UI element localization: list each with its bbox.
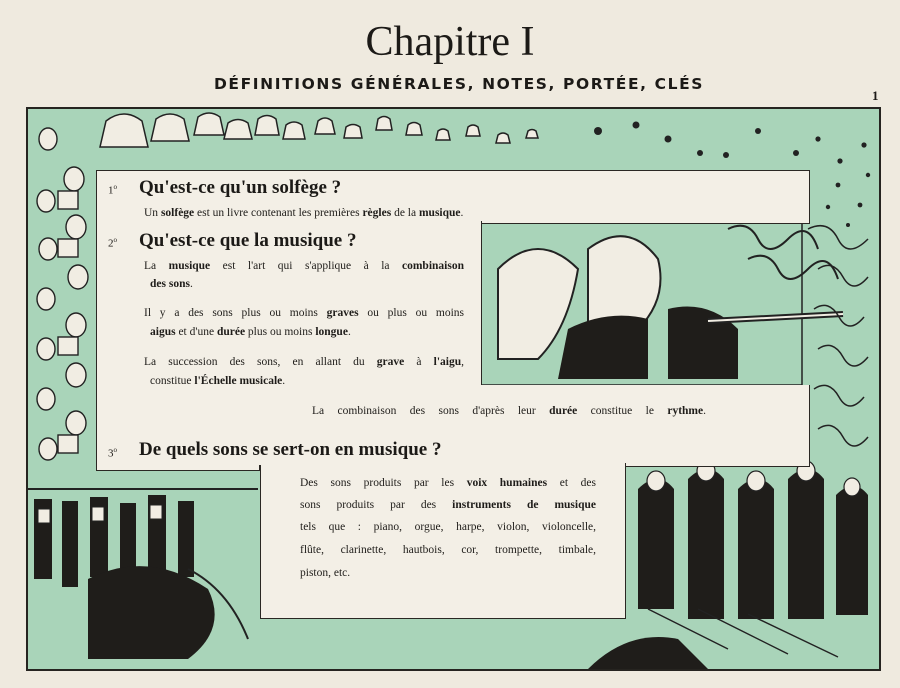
- section-2-question: Qu'est-ce que la musique ?: [139, 230, 357, 251]
- page-number: 1: [872, 88, 879, 103]
- page-title: Chapitre I: [365, 19, 535, 65]
- section-1-question: Qu'est-ce qu'un solfège ?: [139, 177, 342, 198]
- section-1-answer: Un solfège est un livre contenant les premières règles de la musique.: [144, 207, 464, 219]
- section-3-answer-line: flûte, clarinette, hautbois, cor, trompette, timbale,: [300, 544, 596, 556]
- section-2-answer-line: La succession des sons, en allant du grave à l'aigu,: [144, 356, 464, 368]
- chapter-subtitle: DÉFINITIONS GÉNÉRALES, NOTES, PORTÉE, CLÉS: [213, 75, 705, 93]
- section-3-number: 3$^o$: [108, 446, 117, 460]
- section-2-answer-line: Il y a des sons plus ou moins graves ou plus ou moins: [144, 307, 464, 319]
- flute-player-illustration: [480, 221, 843, 385]
- illustrated-frame: [26, 107, 881, 671]
- swirl-illustration: [808, 226, 868, 446]
- section-3-answer-line: sons produits par des instruments de musique: [300, 499, 596, 511]
- conductor-illustration: [28, 469, 260, 669]
- section-2-answer-line: des sons.: [150, 278, 193, 290]
- section-2-answer-line: La combinaison des sons d'après leur durée constitue le rythme.: [312, 405, 706, 417]
- section-3-answer-line: piston, etc.: [300, 567, 351, 579]
- section-2-number: 2$^o$: [108, 236, 117, 250]
- section-3-answer-line: tels que : piano, orgue, harpe, violon, violoncelle,: [300, 521, 596, 533]
- orchestra-illustration: [588, 459, 879, 669]
- section-2-answer-line: aigus et d'une durée plus ou moins longue.: [150, 326, 351, 338]
- bells-illustration: [100, 113, 538, 147]
- section-3-question: De quels sons se sert-on en musique ?: [139, 439, 442, 460]
- section-1-number: 1$^o$: [108, 183, 117, 197]
- section-2-answer-line: constitue l'Échelle musicale.: [150, 375, 286, 387]
- choir-illustration: [37, 128, 88, 460]
- section-3-answer-line: Des sons produits par les voix humaines et des: [300, 477, 596, 489]
- section-2-answer-line: La musique est l'art qui s'applique à la combinaison: [144, 260, 464, 272]
